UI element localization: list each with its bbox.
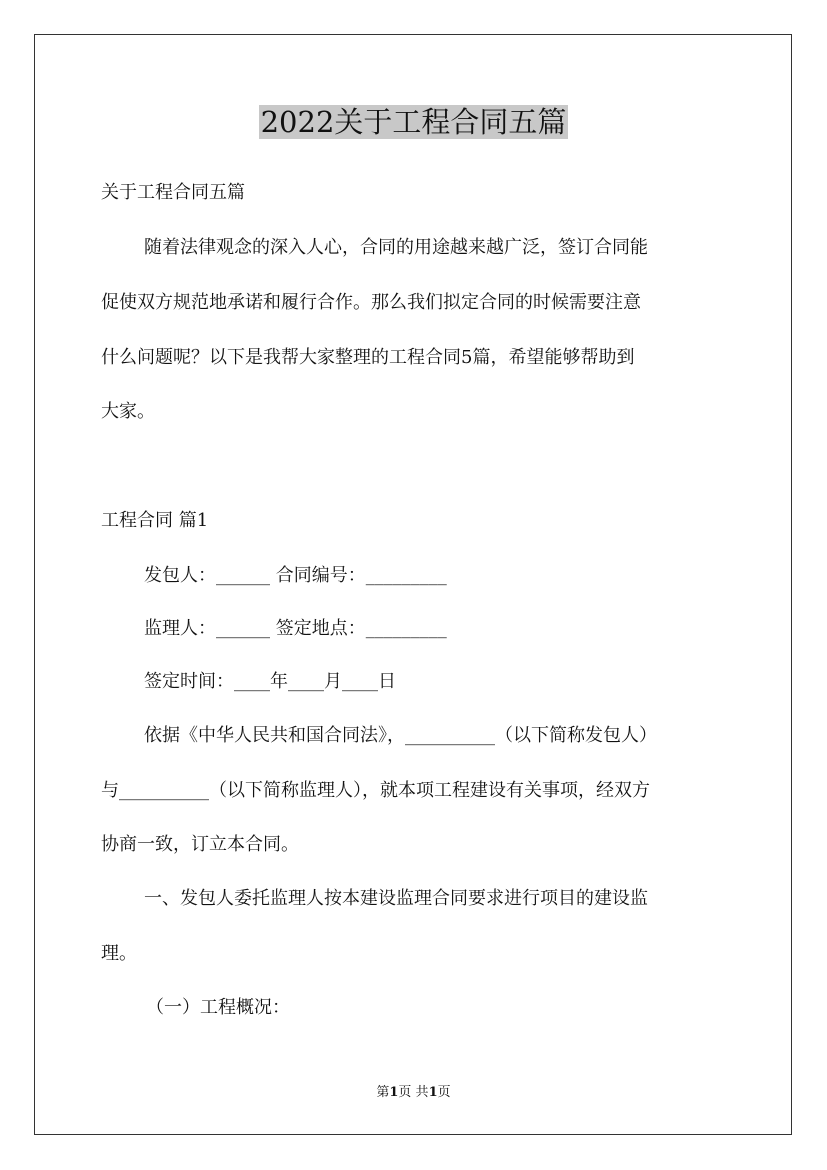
- paragraph-line: 随着法律观念的深入人心，合同的用途越来越广泛，签订合同能: [144, 237, 648, 258]
- field-line: 监理人：______ 签定地点：_________: [144, 618, 447, 639]
- paragraph-line: 一、发包人委托监理人按本建设监理合同要求进行项目的建设监: [144, 888, 648, 909]
- paragraph-line: 与__________（以下简称监理人），就本项工程建设有关事项，经双方: [101, 780, 650, 801]
- footer-prefix: 第: [376, 1085, 390, 1100]
- paragraph-line: 理。: [101, 943, 137, 964]
- document-title: 2022关于工程合同五篇: [260, 105, 567, 139]
- subsection-heading: （一）工程概况：: [146, 997, 290, 1018]
- page-footer: [0, 1084, 827, 1102]
- subtitle-line: 关于工程合同五篇: [101, 182, 245, 203]
- paragraph-line: 什么问题呢？以下是我帮大家整理的工程合同5篇，希望能够帮助到: [101, 347, 635, 368]
- field-line: 发包人：______ 合同编号：_________: [144, 565, 447, 586]
- field-line: 签定时间：____年____月____日: [144, 671, 396, 692]
- paragraph-line: 大家。: [101, 401, 155, 422]
- paragraph-line: 协商一致，订立本合同。: [101, 834, 299, 855]
- footer-page-num: 1: [389, 1085, 399, 1100]
- footer-page-total: 1: [428, 1085, 438, 1100]
- footer-suffix: 页: [437, 1085, 451, 1100]
- paragraph-line: 促使双方规范地承诺和履行合作。那么我们拟定合同的时候需要注意: [101, 292, 641, 313]
- section-heading: 工程合同 篇1: [101, 510, 209, 531]
- paragraph-line: 依据《中华人民共和国合同法》，__________（以下简称发包人）: [144, 725, 657, 746]
- footer-mid: 页 共: [398, 1085, 429, 1100]
